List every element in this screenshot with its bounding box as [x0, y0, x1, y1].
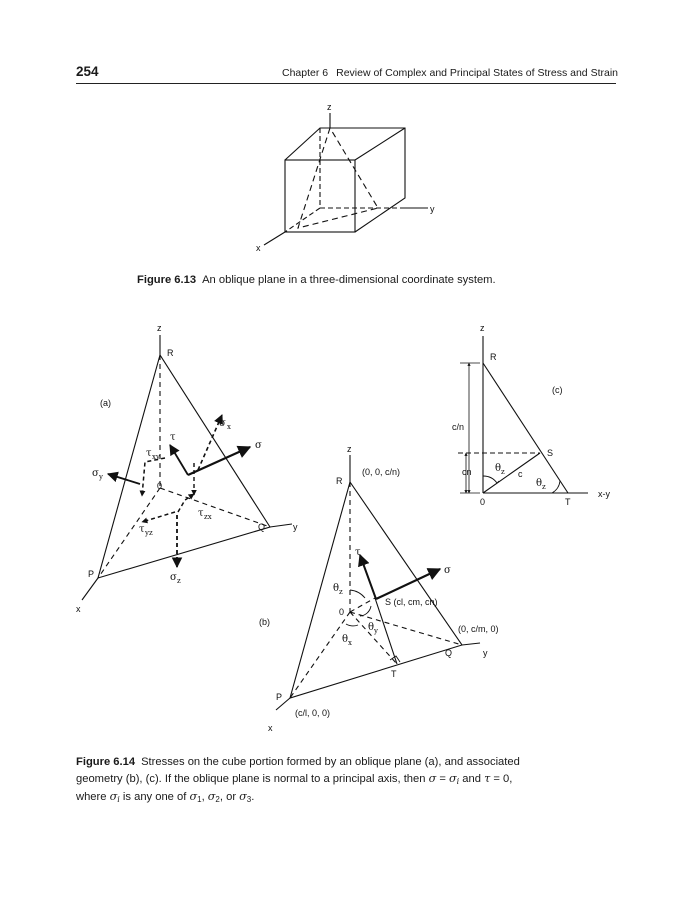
- b-label-origin: 0: [339, 607, 345, 617]
- c-label-theta-z2-sub: z: [542, 483, 546, 491]
- caption-sym-tau: τ: [484, 771, 491, 785]
- a-label-R: R: [167, 348, 174, 358]
- c-label-theta-z: θ: [495, 463, 502, 474]
- c-arc-theta-z2: [552, 481, 560, 493]
- a-label-tau-xy-sub: xy: [152, 453, 160, 461]
- b-line-ST: [375, 598, 397, 664]
- b-axis-y: [462, 643, 480, 645]
- a-label-tau-xy: τ: [146, 448, 152, 459]
- fig613-axis-z: z: [327, 102, 332, 112]
- b-label-theta-x: θ: [342, 634, 349, 645]
- c-label-z: z: [480, 323, 485, 333]
- c-label-cn: cn: [462, 467, 472, 477]
- b-label-tau: τ: [355, 547, 361, 558]
- b-label-y: y: [483, 648, 488, 658]
- figure-6-13-label: Figure 6.13: [137, 274, 197, 286]
- axis-x-613: [264, 232, 285, 245]
- b-arc-theta-y: [360, 606, 371, 616]
- c-label-theta-z2: θ: [536, 478, 543, 489]
- b-oblique-plane: [290, 482, 462, 698]
- b-label-P-coord: (c/l, 0, 0): [295, 708, 331, 718]
- b-label-theta-x-sub: x: [348, 639, 352, 647]
- a-axis-y: [270, 524, 292, 527]
- a-label-Q: Q: [258, 522, 266, 532]
- figure-6-13-text: An oblique plane in a three-dimensional coordinate system.: [202, 274, 496, 286]
- fig613-axis-x: x: [256, 243, 261, 253]
- caption-line3-c: , or: [219, 791, 237, 803]
- a-panel-label: (a): [100, 398, 111, 408]
- caption-sym-sigma-i: σ: [448, 771, 457, 785]
- caption-sub-i2: i: [117, 795, 120, 804]
- caption-sym-sigma-3: σ: [239, 790, 247, 803]
- a-label-sigma-x: σ: [219, 418, 226, 429]
- caption-sub-3: 3: [246, 795, 252, 804]
- c-arc-theta-z: [483, 476, 497, 483]
- fig613-axis-y: y: [430, 204, 435, 214]
- a-label-tau-yz-sub: yz: [145, 529, 153, 537]
- caption-sym-sigma: σ: [428, 771, 437, 785]
- a-label-P: P: [88, 569, 95, 579]
- caption-eq-sigma: =: [439, 772, 446, 785]
- c-line-OS: [483, 453, 543, 493]
- a-label-sigma-z-sub: z: [177, 577, 181, 585]
- caption-sym-sigma-2: σ: [207, 790, 216, 803]
- c-label-theta-z-sub: z: [501, 468, 505, 476]
- c-label-axis: x-y: [598, 489, 610, 499]
- b-label-x: x: [268, 723, 273, 733]
- a-label-sigma-z: σ: [170, 572, 177, 583]
- a-label-x: x: [76, 604, 81, 614]
- caption-sub-2: 2: [215, 795, 220, 804]
- a-hidden-axes: [98, 355, 270, 578]
- page-number: 254: [76, 64, 99, 79]
- a-axis-x: [82, 578, 98, 600]
- figure-6-14-label: Figure 6.14: [76, 756, 136, 768]
- a-sigma-arrow: [188, 447, 250, 475]
- c-label-R: R: [490, 352, 497, 362]
- a-label-sigma-y: σ: [92, 468, 99, 479]
- b-sigma-arrow: [376, 569, 440, 599]
- a-tau-arrow: [170, 445, 188, 475]
- chapter-number: Chapter 6: [281, 67, 329, 79]
- c-label-T: T: [565, 497, 571, 507]
- caption-sub-i: i: [456, 776, 460, 786]
- a-label-sigma-y-sub: y: [99, 473, 103, 481]
- panel-a-stress-arrows: [108, 415, 250, 567]
- b-panel-label: (b): [259, 617, 270, 627]
- b-tau-arrow: [360, 555, 376, 599]
- panel-b-geometry: [276, 455, 480, 710]
- b-arc-theta-x: [346, 624, 358, 626]
- b-label-theta-y: θ: [368, 622, 375, 633]
- caption-line3-b: is any one of: [122, 791, 187, 803]
- a-label-tau-yz: τ: [139, 524, 145, 535]
- caption-sym-sigma-1: σ: [189, 790, 198, 803]
- a-label-tau-zx-sub: zx: [204, 513, 212, 521]
- b-label-theta-z-sub: z: [339, 588, 343, 596]
- c-label-S: S: [547, 448, 554, 458]
- b-label-Q: Q: [445, 648, 453, 658]
- a-label-y: y: [293, 522, 298, 532]
- a-label-sigma-x-sub: x: [227, 423, 231, 431]
- caption-comma-1: ,: [201, 791, 205, 803]
- b-label-theta-y-sub: y: [374, 627, 378, 635]
- a-oblique-plane: [98, 355, 270, 578]
- c-panel-label: (c): [552, 385, 563, 395]
- a-label-origin: 0: [157, 481, 163, 491]
- figure-6-13-caption: [137, 273, 587, 289]
- b-label-R: R: [336, 476, 343, 486]
- c-label-c-over-n: c/n: [452, 422, 465, 432]
- oblique-plane-613: [298, 128, 378, 228]
- caption-line3-a: where: [76, 791, 107, 803]
- a-tau-yz-arrow: [142, 512, 175, 522]
- b-hidden-lines: [290, 482, 462, 698]
- b-label-sigma: σ: [444, 565, 451, 576]
- panel-a-geometry: [82, 335, 292, 600]
- a-label-tau: τ: [170, 432, 176, 443]
- caption-line1: Stresses on the cube portion formed by an oblique plane (a), and associated: [141, 756, 520, 768]
- b-label-T: T: [391, 669, 397, 679]
- panel-c-geometry: [458, 336, 588, 493]
- chapter-title: Review of Complex and Principal States of Stress and Strain: [336, 67, 618, 79]
- b-label-R-coord: (0, 0, c/n): [362, 467, 401, 477]
- a-label-z: z: [157, 323, 162, 333]
- b-label-P: P: [276, 692, 283, 702]
- a-label-tau-zx: τ: [198, 508, 204, 519]
- caption-eq-tau: = 0,: [493, 772, 513, 785]
- figure-6-14-caption: [76, 755, 616, 808]
- b-arc-theta-z: [350, 590, 365, 598]
- caption-line2-b: and: [462, 772, 481, 785]
- b-label-S: S (cl, cm, cn): [385, 597, 438, 607]
- caption-sym-sigma-i2: σ: [109, 790, 118, 803]
- c-label-c: c: [518, 469, 523, 479]
- b-label-theta-z: θ: [333, 583, 340, 594]
- caption-line2-a: geometry (b), (c). If the oblique plane is normal to a principal axis, then: [76, 772, 426, 785]
- caption-period: .: [251, 791, 255, 803]
- c-label-origin: 0: [480, 497, 486, 507]
- a-label-sigma: σ: [255, 440, 262, 451]
- figure-6-13-cube: [264, 113, 428, 245]
- b-label-z: z: [347, 444, 352, 454]
- caption-sub-1: 1: [197, 795, 202, 804]
- b-label-Q-coord: (0, c/m, 0): [458, 624, 499, 634]
